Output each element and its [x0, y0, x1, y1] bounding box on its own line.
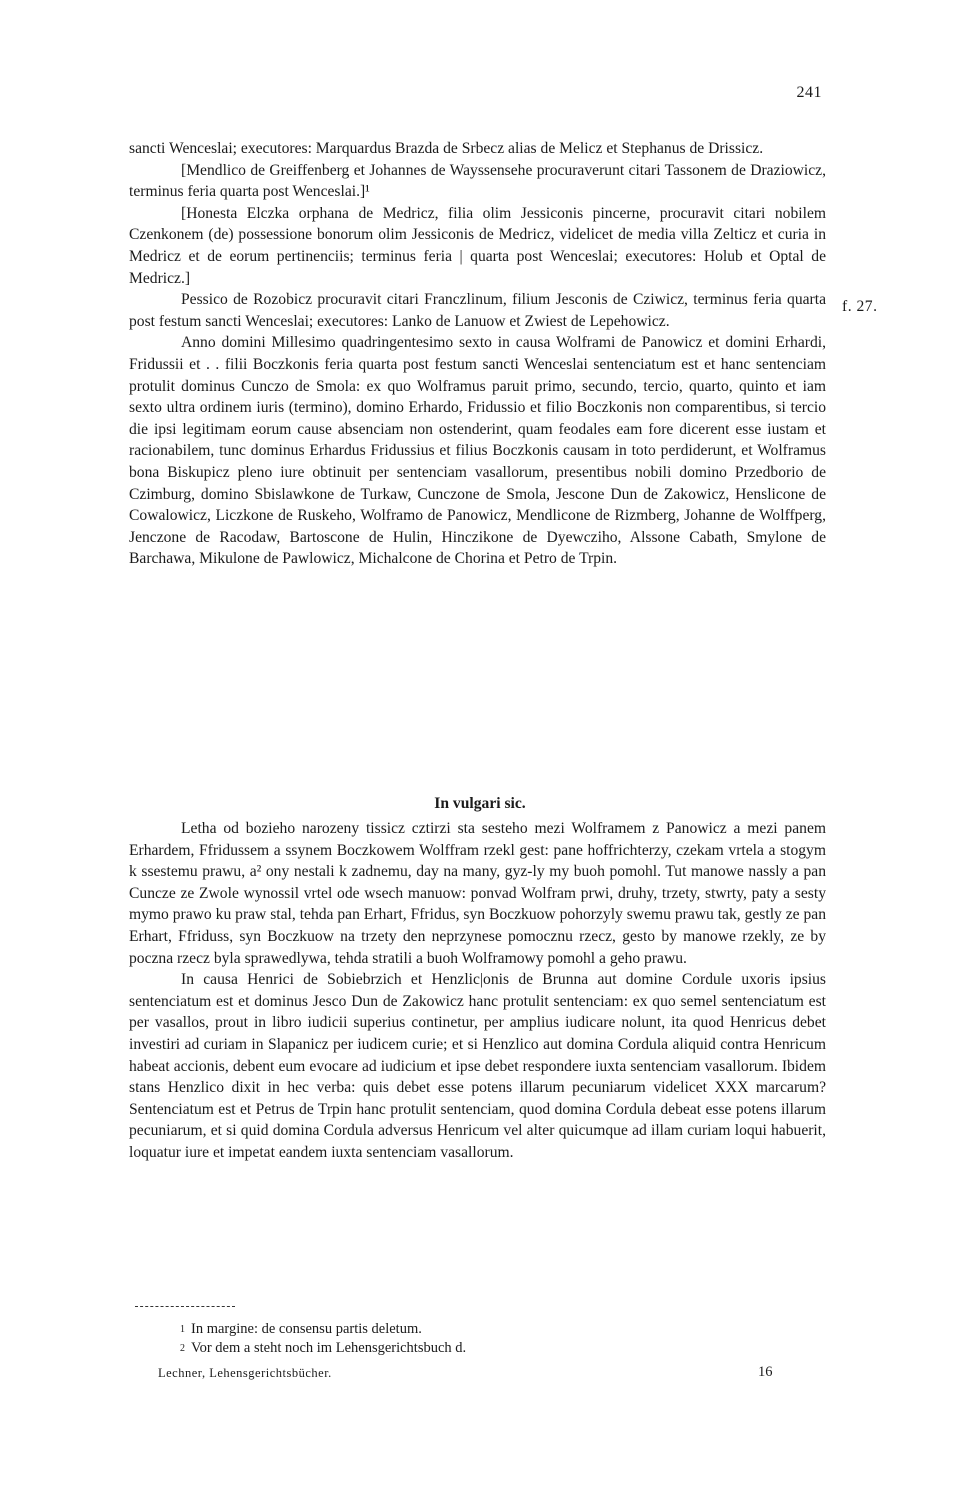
- footnote-text: Vor dem a steht noch im Lehensgerichtsbuch d.: [191, 1340, 467, 1356]
- footer-source: Lechner, Lehensgerichtsbücher.: [158, 1366, 332, 1380]
- paragraph-1: sancti Wenceslai; executores: Marquardus Brazda de Srbecz alias de Melicz et Stephanus de Drissicz.: [129, 140, 764, 157]
- page-number: 241: [796, 84, 822, 101]
- vernacular-text: [129, 818, 826, 1164]
- footer-signature: 16: [758, 1364, 773, 1380]
- paragraph-7: In causa Henrici de Sobiebrzich et Henzlic|onis de Brunna aut domine Cordule uxoris ipsius sentenciatum est et dominus Jesco Dun de Zakowicz hanc protulit sentenciam: ex quo semel sentenciatum est per vasallos, prout in libro iudicii superius continetur, per amplius iudicare nolunt, ita quod Henricus debet investiri ad curiam in Slapanicz per iudicem curie; et si Henzlico aut domina Cordula aliquid contra Henricum habeat accionis, debent eum evocare ad iudicium et ipse debet respondere iuxta sentenciam vasallorum. Ibidem stans Henzlico dixit in hec verba: quis debet esse potens illarum pecuniarum videlicet XXX marcarum? Sentenciatum est et Petrus de Trpin hanc protulit sentenciam, quod domina Cordula debeat esse potens illarum pecuniarum, et si quid domina Cordula adversus Henricum vel alter quicumque ad illam curiam loqui habuerit, loquatur iure et impetat eandem iuxta sentenciam vasallorum.: [129, 971, 826, 1161]
- footnote-mark: 2: [180, 1343, 185, 1354]
- main-text: [129, 138, 826, 570]
- paragraph-6: Letha od bozieho narozeny tissicz cztirzi sta sesteho mezi Wolframem z Panowicz a mezi panem Erhardem, Ffridussem a ssynem Boczkowem Wolffram rzekl gest: pane hoffrichterzy, czekam vrtela a stogym k ssestemu prawu, a² ony nestali k zadnemu, day na many, gyz-ly my buoh pomohl. Tut manowe nassly a pan Cuncze ze Zwole wynossil vrtel ode wsech manuow: ponvad Wolfram prwi, druhy, trzety, stwrty, paty a sesty mymo prawo ku praw stal, tehda pan Erhart, Ffridus, syn Boczkuow pohorzyly swemu prawu tak, gestly ze pan Erhart, Ffriduss, syn Boczkuow na trzety den neprzynese pomocznu rzecz, gesto by manowe rzekly, ze by poczna rzecz byla sprawedlywa, tehda stratili a buoh Wolframowy pomohl a geho prawu.: [129, 820, 826, 967]
- footnote-1: [180, 1320, 820, 1339]
- paragraph-2: [Mendlico de Greiffenberg et Johannes de Wayssensehe procuraverunt citari Tassonem de Draziowicz, terminus feria quarta post Wenceslai.]¹: [129, 161, 826, 201]
- footnotes: [180, 1320, 820, 1358]
- paragraph-3: [Honesta Elczka orphana de Medricz, filia olim Jessiconis pincerne, procuravit citari nobilem Czenkonem (de) possessione bonorum olim Jessiconis de Medricz, videlicet de media villa Zelticz et curia in Medricz et de eorum pertinenciis; terminus feria | quarta post Wenceslai; executores: Holub et Optal de Medricz.]: [129, 204, 826, 287]
- paragraph-5: Anno domini Millesimo quadringentesimo sexto in causa Wolframi de Panowicz et domini Erhardi, Fridussii et . . filii Boczkonis feria quarta post festum sancti Wenceslai sentenciatum est et hanc sentenciam protulit dominus Cunczo de Smola: ex quo Wolframus paruit primo, secundo, tercio, quarto, quinto et iam sexto ultra ordinem iuris (termino), domino Erhardo, Fridussio et filio Boczkonis non comparentibus, si tercio die ipsi legitimam eorum cause absenciam non ostenderint, quam feodales eam fore dicerent esse iustam et racionabilem, tunc dominus Erhardus Fridussius et filius Boczkonis causam in toto perdiderunt, et Wolframus bona Biskupicz pleno iure obtinuit per sentenciam vasallorum, presentibus nobili domino Przedborio de Czimburg, domino Sbislawkone de Turkaw, Cunczone de Smola, Jescone Dun de Zakowicz, Henslicone de Cowalowicz, Liczkone de Ruskeho, Wolframo de Panowicz, Mendlicone de Rizmberg, Johanne de Wolffperg, Jenczone de Racodaw, Bartoscone de Hulin, Hinczikone de Dyewcziho, Alssone Cabath, Smylone de Barchawa, Mikulone de Pawlowicz, Michalcone de Chorina et Petro de Trpin.: [129, 334, 826, 568]
- folio-margin-note: f. 27.: [842, 298, 878, 315]
- footnote-2: [180, 1339, 820, 1358]
- footnote-divider: [135, 1306, 235, 1307]
- footnote-mark: 1: [180, 1324, 185, 1335]
- section-heading: In vulgari sic.: [434, 795, 526, 812]
- footnote-text: In margine: de consensu partis deletum.: [191, 1321, 422, 1337]
- paragraph-4: Pessico de Rozobicz procuravit citari Franczlinum, filium Jesconis de Cziwicz, terminus feria quarta post festum sancti Wenceslai; executores: Lanko de Lanuow et Zwiest de Lepehowicz.: [129, 291, 826, 330]
